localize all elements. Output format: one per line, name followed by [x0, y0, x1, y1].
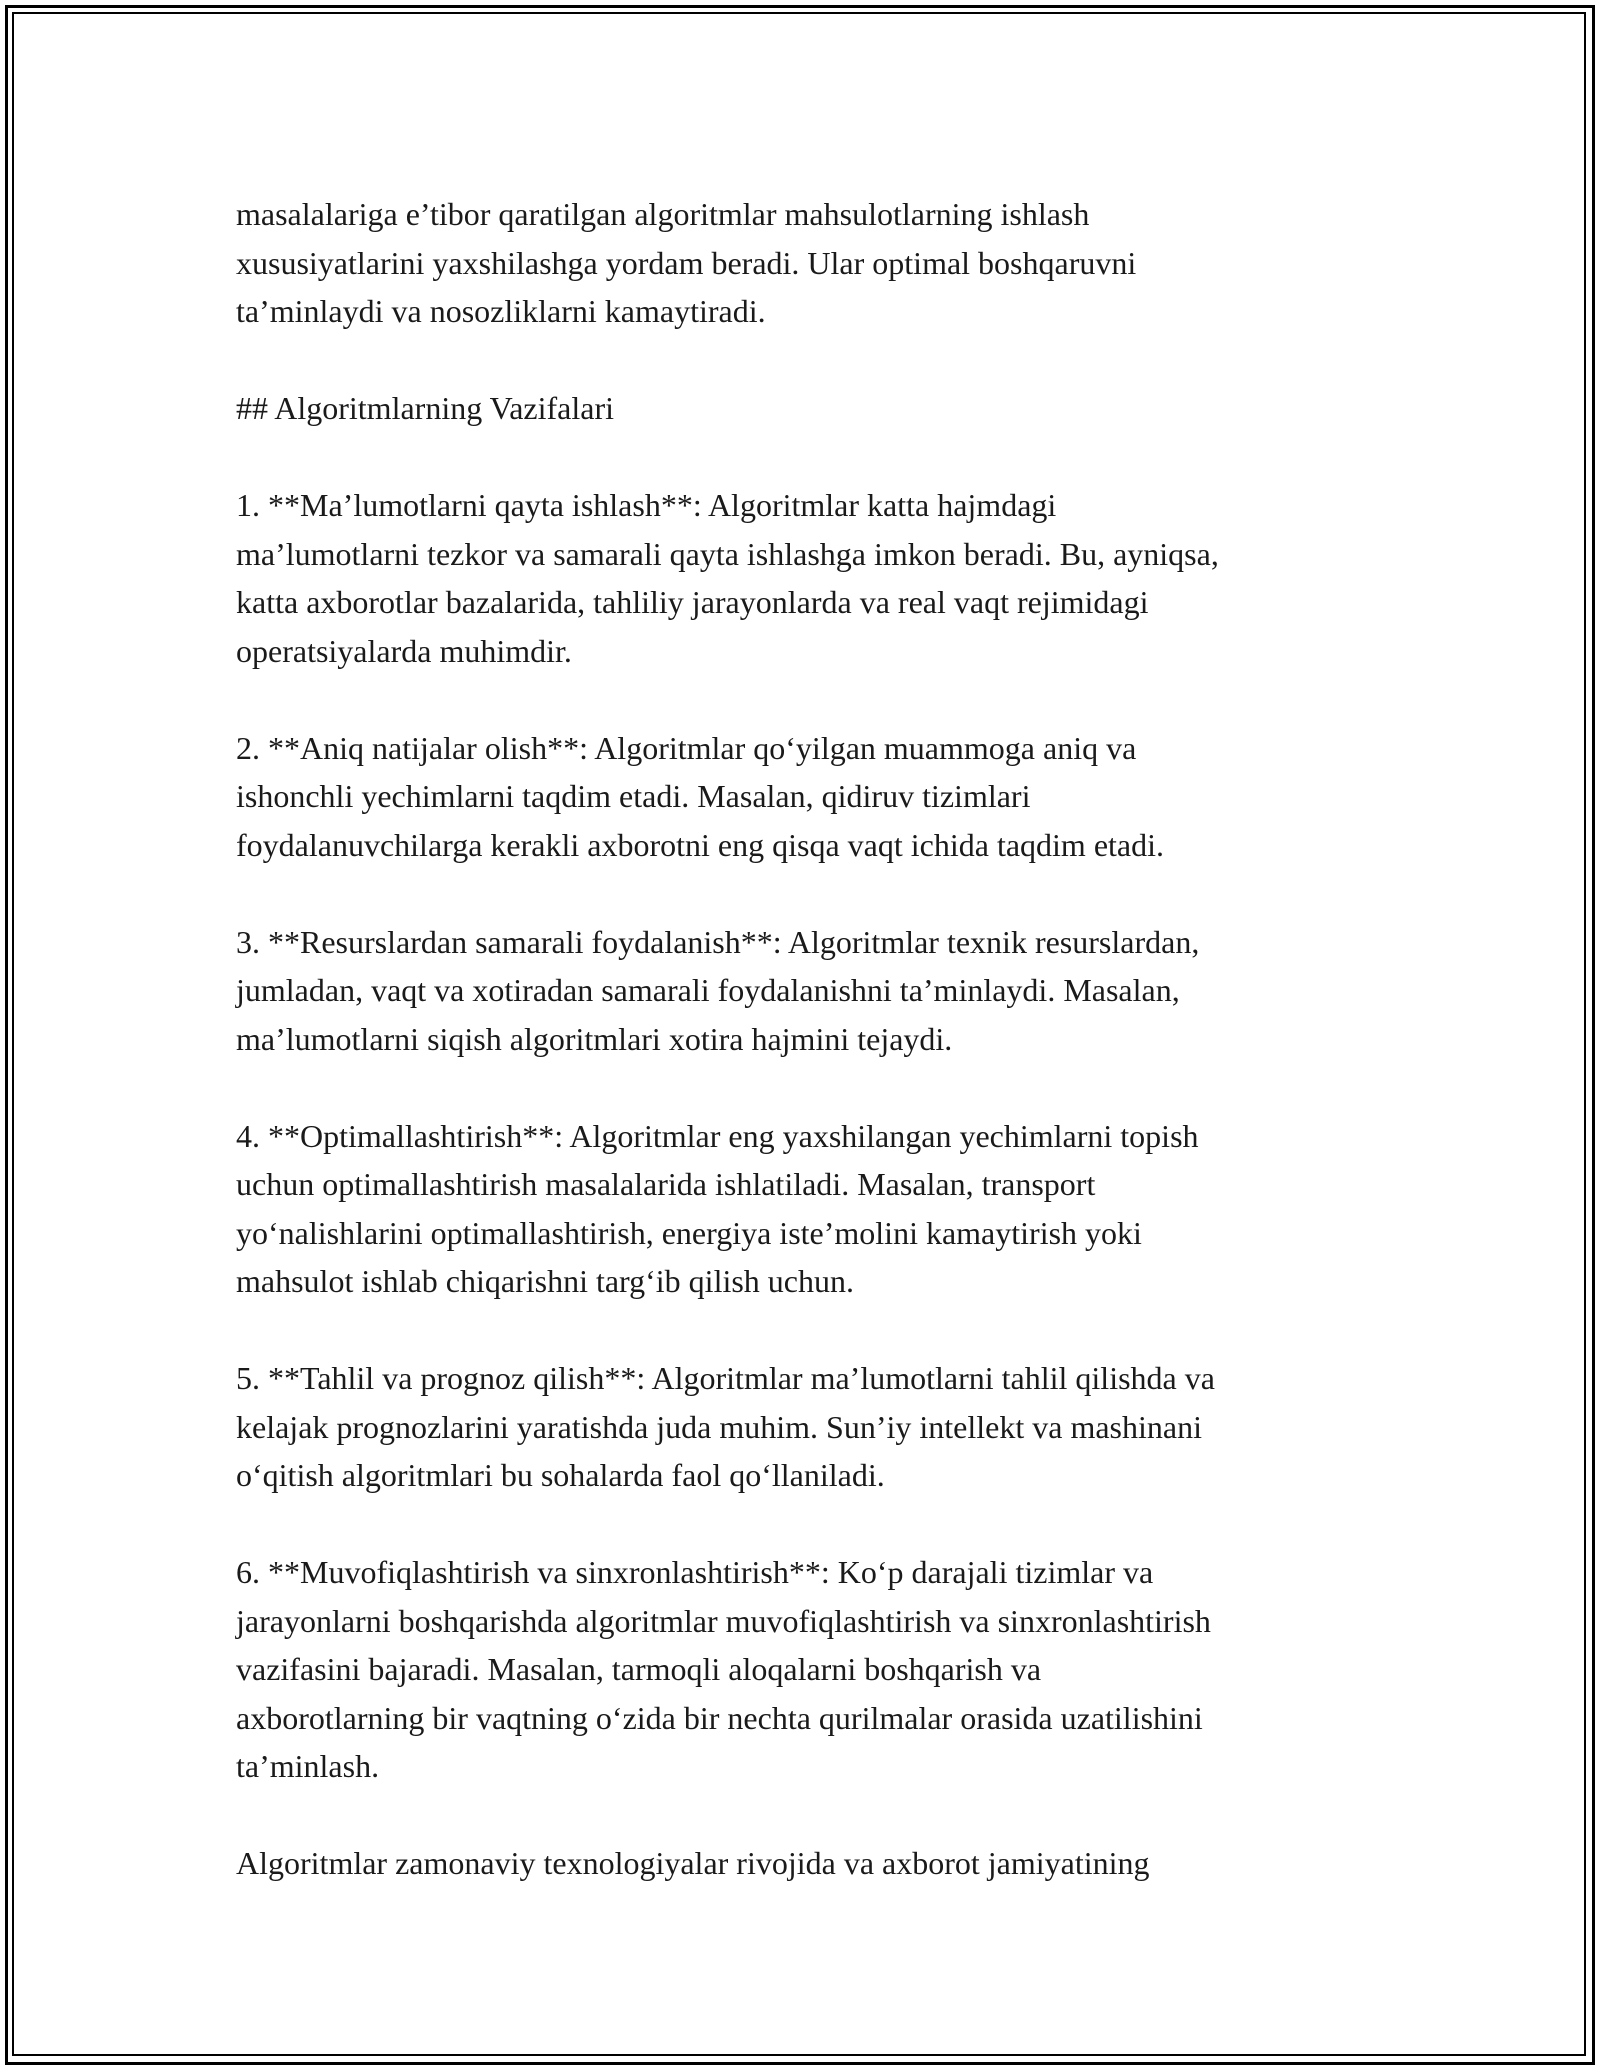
list-item-2: 2. **Aniq natijalar olish**: Algoritmlar qo‘yilgan muammoga aniq va ishonchli yechimlarni taqdim etadi. Masalan, qidiruv tizimlari foydalanuvchilarga kerakli axborotni eng qisqa vaqt ichida taqdim etadi. — [236, 729, 1164, 863]
closing-paragraph: Algoritmlar zamonaviy texnologiyalar rivojida va axborot jamiyatining — [236, 1845, 1150, 1881]
list-item-1: 1. **Ma’lumotlarni qayta ishlash**: Algoritmlar katta hajmdagi ma’lumotlarni tezkor va samarali qayta ishlashga imkon beradi. Bu, ayniqsa, katta axborotlar bazalarida, tahliliy jarayonlarda va real vaqt rejimidagi operatsiyalarda muhimdir. — [236, 487, 1219, 669]
list-item-5: 5. **Tahlil va prognoz qilish**: Algoritmlar ma’lumotlarni tahlil qilishda va kelajak prognozlarini yaratishda juda muhim. Sun’iy intellekt va mashinani o‘qitish algoritmlari bu sohalarda faol qo‘llaniladi. — [236, 1360, 1215, 1493]
section-heading: ## Algoritmlarning Vazifalari — [236, 390, 614, 426]
list-item-3: 3. **Resurslardan samarali foydalanish**: Algoritmlar texnik resurslardan, jumladan, vaqt va xotiradan samarali foydalanishni ta’minlaydi. Masalan, ma’lumotlarni siqish algoritmlari xotira hajmini tejaydi. — [236, 923, 1200, 1057]
document-body — [236, 190, 1416, 1888]
intro-paragraph: masalalariga e’tibor qaratilgan algoritmlar mahsulotlarning ishlash xususiyatlarini yaxshilashga yordam beradi. Ular optimal boshqaruvni ta’minlaydi va nosozliklarni kamaytiradi. — [236, 196, 1137, 329]
list-item-6: 6. **Muvofiqlashtirish va sinxronlashtirish**: Ko‘p darajali tizimlar va jarayonlarni boshqarishda algoritmlar muvofiqlashtirish va sinxronlashtirish vazifasini bajaradi. Masalan, tarmoqli aloqalarni boshqarish va axborotlarning bir vaqtning o‘zida bir nechta qurilmalar orasida uzatilishini ta’minlash. — [236, 1554, 1211, 1784]
list-item-4: 4. **Optimallashtirish**: Algoritmlar eng yaxshilangan yechimlarni topish uchun optimallashtirish masalalarida ishlatiladi. Masalan, transport yo‘nalishlarini optimallashtirish, energiya iste’molini kamaytirish yoki mahsulot ishlab chiqarishni targ‘ib qilish uchun. — [236, 1117, 1199, 1299]
